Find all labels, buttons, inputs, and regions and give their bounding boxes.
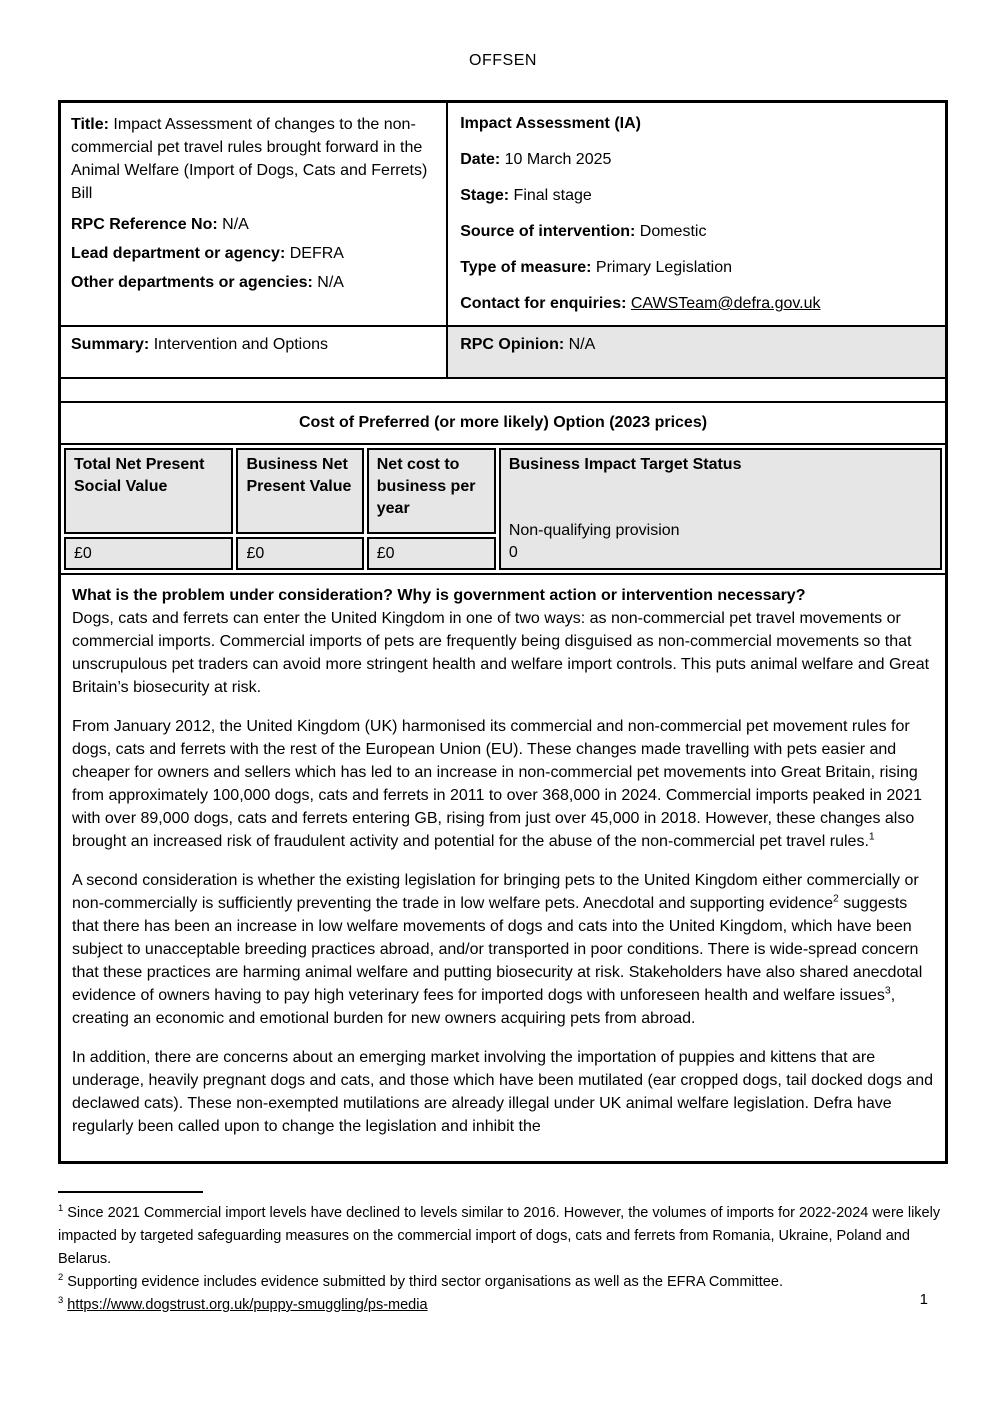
document-title xyxy=(71,113,436,205)
cost-header-cell: Total Net Present Social Value xyxy=(64,448,233,534)
field-line xyxy=(460,293,933,315)
summary-value: Intervention and Options xyxy=(149,336,329,353)
field-label: RPC Reference No: xyxy=(71,216,218,233)
field-line: RPC Reference No: N/A xyxy=(71,216,249,233)
summary-label: Summary: xyxy=(71,336,150,353)
field-label: Contact for enquiries: xyxy=(460,295,627,312)
field-label: Lead department or agency: xyxy=(71,245,286,262)
field-line: Stage: Final stage xyxy=(460,187,592,204)
problem-section xyxy=(61,573,945,1161)
field-label: Other departments or agencies: xyxy=(71,274,313,291)
spacer-row xyxy=(61,377,945,401)
impact-assessment-table xyxy=(58,100,948,1164)
title-cell xyxy=(61,103,448,325)
cost-column xyxy=(367,448,496,570)
field-line: Date: 10 March 2025 xyxy=(460,151,612,168)
classification-banner: OFFSEN xyxy=(469,52,537,69)
field-line: Type of measure: Primary Legislation xyxy=(460,259,732,276)
business-impact-target-header: Business Impact Target Status xyxy=(508,456,742,473)
page-number: 1 xyxy=(919,1291,928,1308)
left-fields xyxy=(71,214,436,294)
right-fields xyxy=(460,149,933,315)
field-label: Type of measure: xyxy=(460,259,592,276)
footnote-reference: 2 xyxy=(58,1271,64,1283)
footnotes xyxy=(58,1202,948,1317)
field-label: Stage: xyxy=(460,187,510,204)
cost-column xyxy=(64,448,233,570)
business-impact-target-value: 0 xyxy=(508,544,518,561)
footnote: $^2$ Supporting evidence includes evidence submitted by third sector organisations as well as the EFRA Committee. xyxy=(58,1271,783,1290)
rpc-opinion-label: RPC Opinion: xyxy=(460,336,565,353)
paragraph: Dogs, cats and ferrets can enter the United Kingdom in one of two ways: as non-commercial pet travel movements or commercial imports. Commercial imports of pets are frequently being disguised as non-commercial movements so that unscrupulous pet traders can avoid more stringent health and welfare import controls. This puts animal welfare and Great Britain’s biosecurity at risk. xyxy=(72,610,930,696)
field-label: Date: xyxy=(460,151,501,168)
title-label: Title: xyxy=(71,116,109,133)
footnote-reference: 2 xyxy=(833,893,839,905)
field-line: Lead department or agency: DEFRA xyxy=(71,245,344,262)
cost-value-cell: £0 xyxy=(236,537,363,570)
cost-value-cell: £0 xyxy=(367,537,496,570)
rpc-opinion-cell xyxy=(448,327,945,377)
footnote-reference: 1 xyxy=(868,831,875,843)
cost-table xyxy=(61,443,945,573)
footnote-reference: 3 xyxy=(58,1294,64,1306)
business-impact-target-provision: Non-qualifying provision xyxy=(508,522,680,539)
summary-row xyxy=(61,325,945,377)
cost-value-cell: £0 xyxy=(64,537,233,570)
footnote: $^1$ Since 2021 Commercial import levels have declined to levels similar to 2016. However, the volumes of imports for 2022-2024 were likely impacted by targeted safeguarding measures on the commercial import of dogs, cats and ferrets from Romania, Ukraine, Poland and Belarus. xyxy=(58,1202,941,1267)
paragraph: In addition, there are concerns about an emerging market involving the importation of puppies and kittens that are underage, heavily pregnant dogs and cats, and those which have been mutilated (ear cropped dogs, tail docked dogs and declawed cats). These non-exempted mutilations are already illegal under UK animal welfare legislation. Defra have regularly been called upon to change the legislation and inhibit the xyxy=(72,1049,934,1135)
footnote xyxy=(58,1294,948,1317)
paragraph: A second consideration is whether the existing legislation for bringing pets to the United Kingdom either commercially or non-commercially is sufficiently preventing the trade in low welfare pets. Anecdotal and supporting evidence$^2$ suggests that there has been an increase in low welfare movements of dogs and cats into the United Kingdom, which have been subject to unacceptable breeding practices abroad, and/or transported in poor conditions. There is wide-spread concern that these practices are harming animal welfare and putting biosecurity at risk. Stakeholders have also shared anecdotal evidence of owners having to pay high veterinary fees for imported dogs with unforeseen health and welfare issues$^3$, creating an economic and emotional burden for new owners acquiring pets from abroad. xyxy=(72,872,923,1027)
page-content xyxy=(58,52,948,1317)
summary-cell xyxy=(61,327,448,377)
footnote-reference: 1 xyxy=(58,1202,64,1214)
rpc-opinion-value: N/A xyxy=(564,336,596,353)
footnote-reference: 3 xyxy=(884,985,891,997)
cost-header-cell: Business Net Present Value xyxy=(236,448,363,534)
field-label: Source of intervention: xyxy=(460,223,636,240)
problem-body xyxy=(72,607,934,1138)
business-impact-target-cell xyxy=(499,448,942,570)
ia-heading: Impact Assessment (IA) xyxy=(460,115,641,132)
paragraph: From January 2012, the United Kingdom (UK) harmonised its commercial and non-commercial pet movement rules for dogs, cats and ferrets with the rest of the European Union (EU). These changes made travelling with pets easier and cheaper for owners and sellers which has led to an increase in non-commercial pet movements into Great Britain, rising from approximately 100,000 dogs, cats and ferrets in 2011 to over 368,000 in 2024. Commercial imports peaked in 2021 with over 89,000 dogs, cats and ferrets entering GB, rising from just over 45,000 in 2018. However, these changes also brought an increased risk of fraudulent activity and potential for the abuse of the non-commercial pet travel rules.$^1$ xyxy=(72,718,922,850)
email-link[interactable]: CAWSTeam@defra.gov.uk xyxy=(630,295,821,312)
ia-cell xyxy=(448,103,945,325)
title-text: Impact Assessment of changes to the non-commercial pet travel rules brought forward in the Animal Welfare (Import of Dogs, Cats and Ferrets) Bill xyxy=(71,116,428,202)
cost-header-cell: Net cost to business per year xyxy=(367,448,496,534)
header-row xyxy=(61,103,945,325)
problem-heading: What is the problem under consideration? Why is government action or intervention necessary? xyxy=(72,587,806,604)
footnote-separator xyxy=(58,1191,203,1193)
cost-column xyxy=(236,448,363,570)
footnote-link[interactable]: https://www.dogstrust.org.uk/puppy-smuggling/ps-media xyxy=(67,1297,428,1313)
cost-option-title: Cost of Preferred (or more likely) Option (2023 prices) xyxy=(61,401,945,443)
field-line: Other departments or agencies: N/A xyxy=(71,274,344,291)
field-line: Source of intervention: Domestic xyxy=(460,223,707,240)
